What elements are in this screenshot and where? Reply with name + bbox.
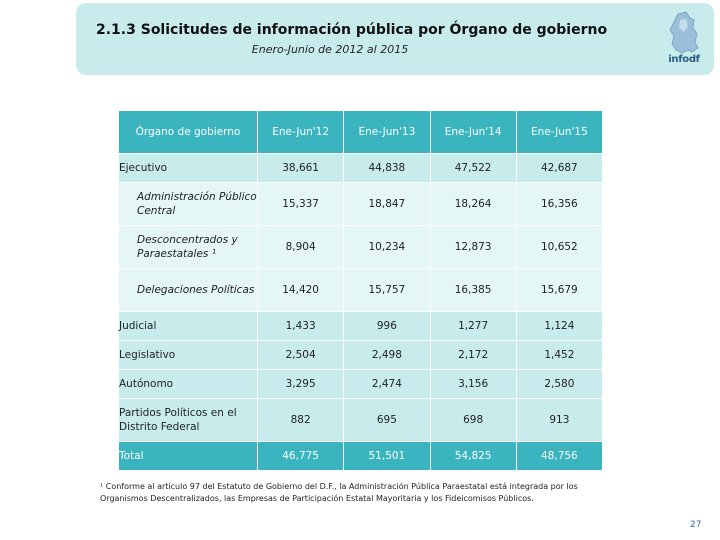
- table-cell: 14,420: [258, 269, 344, 312]
- column-header-organo: Órgano de gobierno: [119, 111, 258, 154]
- table-row-desconcentrados: [119, 226, 603, 269]
- table-cell: 2,498: [344, 341, 430, 370]
- table-cell: 996: [344, 312, 430, 341]
- row-label: Judicial: [119, 312, 258, 341]
- row-label: Delegaciones Políticas: [119, 269, 258, 312]
- table-row-delegaciones: [119, 269, 603, 312]
- header-band: [76, 3, 714, 75]
- table-cell: 16,356: [516, 183, 602, 226]
- table-cell: 1,452: [516, 341, 602, 370]
- page-number: 27: [690, 520, 702, 530]
- table-cell: 18,264: [430, 183, 516, 226]
- table-cell: 698: [430, 399, 516, 442]
- table-cell: 12,873: [430, 226, 516, 269]
- row-label: Desconcentrados y Paraestatales ¹: [119, 226, 258, 269]
- table-row-legislativo: [119, 341, 603, 370]
- page-title: 2.1.3 Solicitudes de información pública por Órgano de gobierno: [96, 22, 608, 38]
- table-cell: 16,385: [430, 269, 516, 312]
- page-subtitle: Enero-Junio de 2012 al 2015: [251, 43, 409, 56]
- table-cell: 44,838: [344, 154, 430, 183]
- table-cell: 3,295: [258, 370, 344, 399]
- table-cell: 15,679: [516, 269, 602, 312]
- table-cell: 42,687: [516, 154, 602, 183]
- row-label: Partidos Políticos en el Distrito Federal: [119, 399, 258, 442]
- column-header-2013: Ene-Jun'13: [344, 111, 430, 154]
- table-row-ejecutivo: [119, 154, 603, 183]
- requests-table: [118, 110, 603, 471]
- table-cell: 15,757: [344, 269, 430, 312]
- table-cell: 3,156: [430, 370, 516, 399]
- table-cell: 54,825: [430, 442, 516, 471]
- column-header-2014: Ene-Jun'14: [430, 111, 516, 154]
- table-row-administracion: [119, 183, 603, 226]
- column-header-2015: Ene-Jun'15: [516, 111, 602, 154]
- table-cell: 2,504: [258, 341, 344, 370]
- column-header-2012: Ene-Jun'12: [258, 111, 344, 154]
- row-label: Ejecutivo: [119, 154, 258, 183]
- table-header-row: [119, 111, 603, 154]
- table-cell: 2,474: [344, 370, 430, 399]
- row-label: Administración Público Central: [119, 183, 258, 226]
- table-cell: 695: [344, 399, 430, 442]
- row-label: Legislativo: [119, 341, 258, 370]
- table-row-total: [119, 442, 603, 471]
- table-cell: 15,337: [258, 183, 344, 226]
- table-cell: 2,580: [516, 370, 602, 399]
- table-row-autonomo: [119, 370, 603, 399]
- table-cell: 47,522: [430, 154, 516, 183]
- row-label: Autónomo: [119, 370, 258, 399]
- table-cell: 2,172: [430, 341, 516, 370]
- table-cell: 38,661: [258, 154, 344, 183]
- table-row-judicial: [119, 312, 603, 341]
- table-cell: 18,847: [344, 183, 430, 226]
- table-cell: 913: [516, 399, 602, 442]
- table-cell: 10,652: [516, 226, 602, 269]
- table-cell: 8,904: [258, 226, 344, 269]
- logo-text: infodf: [668, 54, 700, 65]
- table-row-partidos: [119, 399, 603, 442]
- table-cell: 51,501: [344, 442, 430, 471]
- row-label: Total: [119, 442, 258, 471]
- table-cell: 46,775: [258, 442, 344, 471]
- table-cell: 882: [258, 399, 344, 442]
- table-cell: 10,234: [344, 226, 430, 269]
- table-cell: 1,124: [516, 312, 602, 341]
- table-cell: 48,756: [516, 442, 602, 471]
- table-cell: 1,277: [430, 312, 516, 341]
- table-cell: 1,433: [258, 312, 344, 341]
- footnote: ¹ Conforme al artículo 97 del Estatuto de Gobierno del D.F., la Administración Pública Paraestatal está integrada por los Organismos Descentralizados, las Empresas de Participación Estatal Mayoritaria y los Fideicomisos Públicos.: [100, 482, 578, 503]
